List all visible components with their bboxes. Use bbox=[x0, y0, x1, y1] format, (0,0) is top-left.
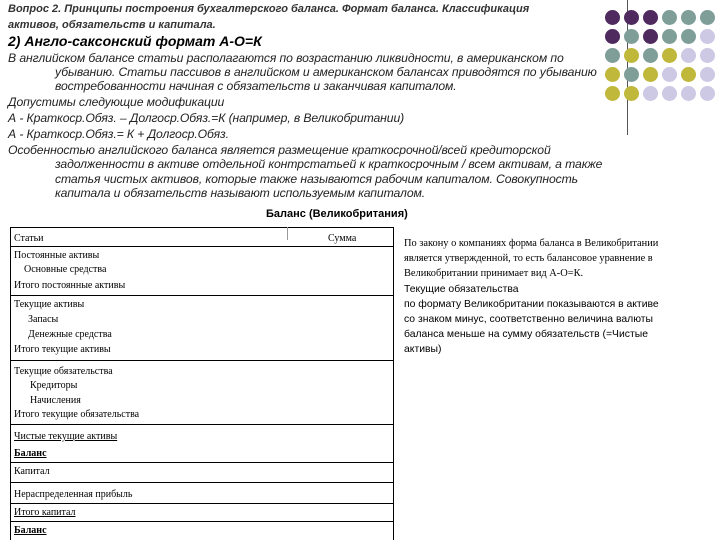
note-line: Великобритании принимает вид А-О=К. bbox=[404, 268, 584, 280]
table-rule bbox=[10, 521, 394, 522]
table-rule bbox=[10, 246, 394, 247]
dot-icon bbox=[662, 29, 677, 44]
table-row: Баланс bbox=[14, 525, 47, 536]
table-row: Итого постоянные активы bbox=[14, 280, 126, 291]
dot-icon bbox=[624, 86, 639, 101]
dot-icon bbox=[643, 86, 658, 101]
dot-icon bbox=[643, 67, 658, 82]
paragraph-line: А - Краткоср.Обяз.= К + Долгоср.Обяз. bbox=[8, 127, 229, 141]
table-row: Капитал bbox=[14, 466, 50, 477]
table-row: Чистые текущие активы bbox=[14, 431, 118, 442]
decorative-dot-grid bbox=[600, 10, 718, 118]
dot-icon bbox=[605, 86, 620, 101]
table-header-items: Статьи bbox=[14, 233, 44, 244]
table-rule bbox=[10, 462, 394, 463]
paragraph-line: А - Краткоср.Обяз. – Долгоср.Обяз.=К (например, в Великобритании) bbox=[8, 111, 405, 125]
table-row: Итого текущие обязательства bbox=[14, 409, 140, 420]
paragraph-line: статья чистых активов, которые также называются рабочим капиталом. Совокупность bbox=[55, 172, 578, 186]
dot-icon bbox=[605, 67, 620, 82]
table-rule bbox=[10, 424, 394, 425]
paragraph-line: капитала и обязательств называют используемым капиталом. bbox=[55, 186, 426, 200]
dot-icon bbox=[624, 29, 639, 44]
dot-icon bbox=[643, 48, 658, 63]
paragraph-line: востребованности начиная с обязательств и заканчивая капиталом. bbox=[55, 79, 457, 93]
side-note bbox=[404, 236, 716, 358]
table-rule bbox=[10, 360, 394, 361]
paragraph-line: убыванию. Статьи пассивов в английском и американском балансах приводятся по убыванию bbox=[55, 65, 597, 79]
note-line: со знаком минус, соответственно величина валюты bbox=[404, 314, 653, 326]
table-row: Постоянные активы bbox=[14, 250, 100, 261]
table-row: Итого капитал bbox=[14, 507, 76, 518]
table-rule bbox=[10, 482, 394, 483]
dot-icon bbox=[605, 48, 620, 63]
dot-icon bbox=[624, 10, 639, 25]
dot-icon bbox=[681, 67, 696, 82]
table-row: Итого текущие активы bbox=[14, 344, 111, 355]
dot-icon bbox=[662, 48, 677, 63]
dot-icon bbox=[605, 29, 620, 44]
dot-icon bbox=[681, 29, 696, 44]
table-row: Запасы bbox=[28, 314, 59, 325]
table-row: Кредиторы bbox=[30, 380, 78, 391]
dot-icon bbox=[624, 67, 639, 82]
table-rule bbox=[10, 295, 394, 296]
table-header-sum: Сумма bbox=[328, 233, 357, 244]
dot-icon bbox=[700, 86, 715, 101]
dot-icon bbox=[681, 48, 696, 63]
section-title: 2) Англо-саксонский формат А-О=К bbox=[8, 33, 262, 49]
table-row: Денежные средства bbox=[28, 329, 112, 340]
paragraph-line: Допустимы следующие модификации bbox=[8, 95, 225, 109]
table-row: Баланс bbox=[14, 448, 47, 459]
dot-icon bbox=[624, 48, 639, 63]
table-row: Нераспределенная прибыль bbox=[14, 489, 133, 500]
table-row: Текущие обязательства bbox=[14, 366, 113, 377]
note-line: баланса меньше на сумму обязательств (=Чистые bbox=[404, 329, 648, 341]
dot-icon bbox=[681, 86, 696, 101]
note-line: По закону о компаниях форма баланса в Великобритании bbox=[404, 238, 659, 249]
slide-question-line-1: Вопрос 2. Принципы построения бухгалтерского баланса. Формат баланса. Классификация bbox=[8, 3, 530, 15]
table-rule bbox=[10, 503, 394, 504]
dot-icon bbox=[662, 67, 677, 82]
dot-icon bbox=[643, 29, 658, 44]
paragraph-line: задолженности в активе отдельной контрстатьей к краткосрочным / всем активам, а также bbox=[55, 157, 603, 171]
paragraph-line: В английском балансе статьи располагаются по возрастанию ликвидности, в американском по bbox=[8, 51, 564, 65]
dot-icon bbox=[605, 10, 620, 25]
table-row: Основные средства bbox=[24, 264, 107, 275]
dot-icon bbox=[700, 29, 715, 44]
dot-icon bbox=[662, 86, 677, 101]
dot-icon bbox=[700, 67, 715, 82]
note-line: активы) bbox=[404, 344, 442, 356]
dot-icon bbox=[681, 10, 696, 25]
dot-icon bbox=[662, 10, 677, 25]
note-line: Текущие обязательства bbox=[404, 283, 519, 295]
table-row: Начисления bbox=[30, 395, 81, 406]
dot-icon bbox=[700, 48, 715, 63]
dot-icon bbox=[643, 10, 658, 25]
note-line: по формату Великобритании показываются в активе bbox=[404, 298, 659, 310]
table-column-divider bbox=[287, 227, 288, 240]
table-title: Баланс (Великобритания) bbox=[266, 208, 408, 220]
paragraph-line: Особенностью английского баланса является размещение краткосрочной/всей кредиторской bbox=[8, 143, 551, 157]
slide-question-line-2: активов, обязательств и капитала. bbox=[8, 19, 216, 31]
dot-icon bbox=[700, 10, 715, 25]
note-line: является утвержденной, то есть балансовое уравнение в bbox=[404, 253, 653, 265]
table-row: Текущие активы bbox=[14, 299, 85, 310]
